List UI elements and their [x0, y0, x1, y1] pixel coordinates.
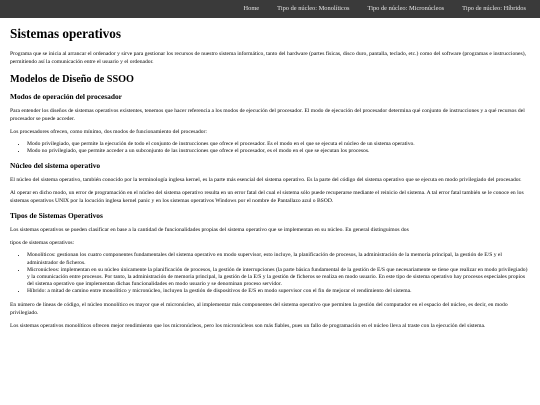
- list-item: • Híbrido: a mitad de camino entre monolítico y micronúcleo, incluyen la gestión de dispositivos de E/S en modo supervisor con el fin de mejorar el rendimiento del sistema.: [27, 288, 530, 295]
- top-navbar: [0, 0, 540, 18]
- list-item: • Modo privilegiado, que permite la ejecución de todo el conjunto de instrucciones que ofrece el procesador. Es el modo en el que se ejecuta el núcleo de un sistema operativo.: [27, 141, 530, 148]
- intro-paragraph: Programa que se inicia al arrancar el ordenador y sirve para gestionar los recursos de nuestro sistema informático, tanto del hardware (partes físicas, disco duro, pantalla, teclado, etc.) como del software (programas e instrucciones), permitiendo así la comunicación entre el usuario y el ordenador.: [10, 51, 526, 65]
- nav-item-monoliticos[interactable]: Tipo de núcleo: Monolíticos: [277, 5, 350, 12]
- types-paragraph-1: Los sistemas operativos se pueden clasificar en base a la cantidad de funcionalidades propias del sistema operativo que se implementan en su núcleo. En general distinguimos dos: [10, 227, 409, 234]
- section-title-models: Modelos de Diseño de SSOO: [10, 74, 134, 85]
- heading-os-types: Tipos de Sistemas Operativos: [10, 211, 103, 221]
- nav-menu: [235, 0, 535, 18]
- types-list: [10, 252, 530, 295]
- nav-item-micronucleos[interactable]: Tipo de núcleo: Micronúcleos: [367, 5, 445, 12]
- heading-processor-modes: Modos de operación del procesador: [10, 92, 122, 101]
- heading-kernel: Núcleo del sistema operativo: [10, 161, 101, 171]
- list-item: • Monolíticos: gestionan los cuatro componentes fundamentales del sistema operativo en modo supervisor, esto incluye, la planificación de procesos, la administración de la memoria principal, la gestión de E/S y el administrador de ficheros.: [27, 252, 530, 266]
- list-item: • Micronúcleos: implementan en su núcleo únicamente la planificación de procesos, la gestión de interrupciones (la parte básica fundamental de la gestión de E/S que necesariamente se tiene que realizar en modo privilegiado) y la comunicación entre procesos. Por tanto, la administración de memoria principal, la gestión de la E/S y la gestión de ficheros se realiza en modo usuario. En este tipo de sistema operativo hay procesos especiales propios del sistema operativo que implementan dichas funcionalidades en modo usuario y se denominan proceso servidor.: [27, 267, 530, 289]
- modes-paragraph-1: Para entender los diseños de sistemas operativos existentes, tenemos que hacer referencia a los modos de ejecución del procesador. El modo de ejecución del procesador determina qué conjunto de instrucciones y a qué recursos del procesador se puede acceder.: [10, 108, 525, 122]
- list-item: • Modo no privilegiado, que permite acceder a un subconjunto de las instrucciones que ofrece el procesador, es el modo en el que se ejecutan los procesos.: [27, 148, 530, 155]
- types-paragraph-4: Los sistemas operativos monolíticos ofrecen mejor rendimiento que los micronúcleos, pero los micronúcleos son más fiables, pues un fallo de programación en el núcleo lleva al traste con la ejecución del sistema.: [10, 322, 486, 329]
- types-paragraph-3: En número de líneas de código, el núcleo monolítico es mayor que el micronúcleo, al implementar más componentes del sistema operativo que permiten la gestión del computador en el espacio del núcleo, es decir, en modo privilegiado.: [10, 301, 508, 316]
- page-title: Sistemas operativos: [10, 26, 121, 41]
- kernel-paragraph-1: El núcleo del sistema operativo, también conocido por la terminología inglesa kernel, es la parte más esencial del sistema operativo. Es la parte del código del sistema operativo que se ejecuta en modo privilegiado del procesador.: [10, 177, 522, 184]
- types-paragraph-2: tipos de sistemas operativos:: [10, 240, 75, 247]
- kernel-paragraph-2: Al operar en dicho modo, un error de programación en el núcleo del sistema operativo resulta en un error fatal del cual el sistema sólo puede recuperarse mediante el reinicio del sistema. A tal error fatal también se le conoce en los sistemas operativos UNIX por la locución inglesa kernel panic y en los sistemas operativos Windows por el nombre de Pantallazo azul o BSOD.: [10, 190, 524, 205]
- nav-item-home[interactable]: Home: [243, 5, 260, 12]
- main-content: [10, 26, 530, 335]
- nav-item-hibridos[interactable]: Tipo de núcleo: Híbridos: [462, 5, 526, 12]
- modes-list: [10, 141, 530, 155]
- modes-paragraph-2: Los procesadores ofrecen, como mínimo, dos modos de funcionamiento del procesador:: [10, 129, 207, 135]
